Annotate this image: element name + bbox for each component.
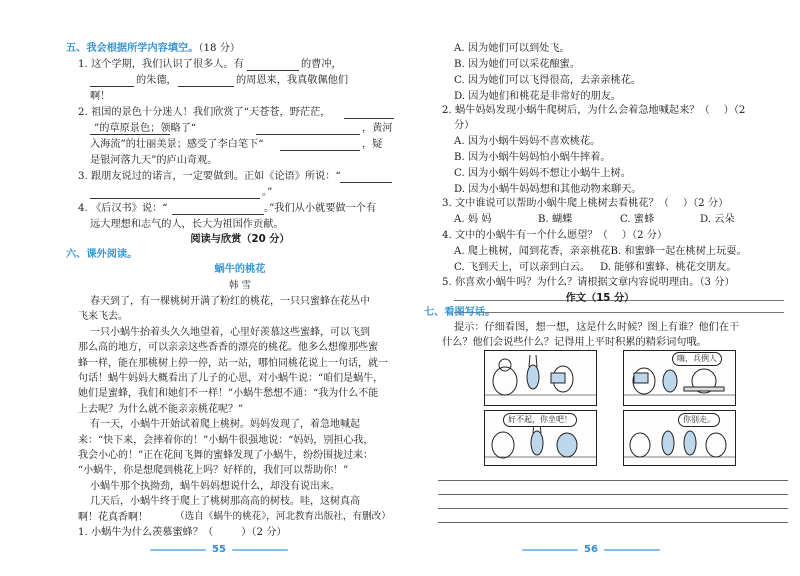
story-line: 句话！蜗牛妈妈大概看出了儿子的心思，对小蜗牛说：“咱们是蜗牛， xyxy=(78,373,384,384)
story-line: 一只小蜗牛抬着头久久地望着，心里好羡慕这些蜜蜂，可以飞到 xyxy=(90,326,370,338)
q2-option-d[interactable]: D. 因为小蜗牛妈妈想和其他动物来聊天。 xyxy=(454,184,642,195)
writing-line-1[interactable] xyxy=(438,480,788,481)
q3-question: 3. 文中谁说可以帮助小蜗牛爬上桃树去看桃花？（ ）（2 分） xyxy=(442,198,729,209)
story-line: 我会小心的！”正在花间飞舞的蜜蜂发现了小蜗牛，纷纷围拢过来： xyxy=(78,450,374,461)
page-deco-right-a xyxy=(522,549,578,551)
section-5-heading: 五、我会根据所学内容填空。（18 分） xyxy=(66,43,241,54)
page-deco-left-b xyxy=(232,549,288,551)
comic-speech-bubble-1: 嗨，兵例人 xyxy=(672,352,722,366)
q5-answer-line-2[interactable] xyxy=(454,312,784,313)
prompt-line-2: 什么？他们会说些什么？记得用上平时积累的精彩词句哦。 xyxy=(442,337,707,348)
q4-line1-a: 4. 《后汉书》说：“ xyxy=(78,203,168,214)
q2-blank-4[interactable] xyxy=(280,150,360,151)
composition-title: 作文（15 分） xyxy=(565,293,635,304)
story-author: 韩 雪 xyxy=(228,280,252,291)
comic-panel-4 xyxy=(623,410,736,466)
q4-option-c[interactable]: C. 飞到天上，可以亲到白云。 xyxy=(454,262,591,273)
section-7-heading: 七、看图写话。 xyxy=(424,307,496,318)
story-line: 小蜗牛那个执拗劲，蜗牛妈妈想说什么，却没有说出来。 xyxy=(90,480,340,492)
q2-option-b[interactable]: B. 因为小蜗牛妈妈怕小蜗牛摔着。 xyxy=(454,152,611,163)
page-number-right: 56 xyxy=(584,544,598,555)
q2-line2-b: ，黄河 xyxy=(362,123,393,134)
right-page xyxy=(400,0,800,576)
q1-option-a[interactable]: A. 因为她们可以到处飞。 xyxy=(454,43,570,54)
writing-line-2[interactable] xyxy=(438,494,788,495)
comic-panel-3 xyxy=(484,410,597,466)
page-deco-right-b xyxy=(604,549,660,551)
q1-line1-b: 的曹冲， xyxy=(301,59,342,70)
story-line: 有一天，小蜗牛开始试着爬上桃树。妈妈发现了，着急地喊起 xyxy=(90,419,360,431)
story-line: 她们是蜜蜂，我们和她们不一样！”小蜗牛愁想不通：“我为什么不能 xyxy=(78,388,379,400)
story-line: 几天后，小蜗牛终于爬上了桃树那高高的树枝。哇，这树真高 xyxy=(90,496,360,508)
q3-line1: 3. 跟朋友说过的诺言，一定要做到。正如《论语》所说：“ xyxy=(78,171,341,182)
q2-line3-b: ，疑 xyxy=(362,139,383,150)
page-deco-left-a xyxy=(150,549,206,551)
reading-title: 阅读与欣赏（20 分） xyxy=(190,234,290,245)
story-title: 蜗牛的桃花 xyxy=(214,264,266,275)
q1-line1-a: 1. 这个学期，我们认识了很多人。有 xyxy=(78,59,244,70)
story-line: “小蜗牛，你是想爬到桃花上吗？好样的，我们可以帮助你！” xyxy=(78,465,349,477)
story-line: 来：“快下来，会摔着你的！”小蜗牛很强地说：“妈妈，别担心我， xyxy=(78,434,374,446)
q3-option-a[interactable]: A. 妈 妈 xyxy=(454,214,492,225)
q1-line2-b: 的周恩来，我真敬佩他们 xyxy=(236,75,349,86)
q1-line3: 啊！ xyxy=(90,91,111,102)
q1-blank-1[interactable] xyxy=(247,70,299,71)
prompt-line-1: 提示：仔细看图，想一想，这是什么时候？图上有谁？他们在干 xyxy=(454,322,740,333)
q2-option-a[interactable]: A. 因为小蜗牛妈妈不喜欢桃花。 xyxy=(454,136,601,147)
q4-line2: 远大理想和志气的人，长大为祖国作贡献。 xyxy=(90,219,284,230)
q6-1-question: 1. 小蜗牛为什么羡慕蜜蜂？（ ）（2 分） xyxy=(78,527,287,538)
story-line: 啊！花真香啊！ xyxy=(78,511,148,523)
comic-speech-bubble-2: 好不起，你坐吧！ xyxy=(503,413,577,427)
q3-blank-2[interactable] xyxy=(90,198,260,199)
q4-question: 4. 文中的小蜗牛有一个什么愿望？（ ）（2 分） xyxy=(442,230,668,241)
q5-question: 5. 你喜欢小蜗牛吗？为什么？请根据文章内容说明理由。（3 分） xyxy=(442,277,735,288)
q2-question: 2. 蜗牛妈妈发现小蜗牛爬树后，为什么会着急地喊起来？（ ）（2 xyxy=(442,105,746,116)
q4-option-d[interactable]: D. 能够和蜜蜂、桃花交朋友。 xyxy=(600,262,737,273)
story-line: 上去呢？为什么就不能亲亲桃花呢？” xyxy=(78,403,244,415)
comic-speech-bubble-3: 你别走。 xyxy=(678,413,720,427)
comic-panel-2 xyxy=(623,350,736,406)
comic-panel-1-drawing xyxy=(485,351,596,405)
q2-option-c[interactable]: C. 因为小蜗牛妈妈不想让小蜗牛上树。 xyxy=(454,168,631,179)
story-line: 那么高的地方，可以亲亲这些香香的漂亮的桃花。他多么想像那些蜜 xyxy=(78,342,378,354)
q3-line2: 。” xyxy=(262,187,273,198)
story-line: 春天到了，有一棵桃树开满了粉红的桃花，一只只蜜蜂在花丛中 xyxy=(90,296,370,307)
q3-option-b[interactable]: B. 蝴蝶 xyxy=(538,214,573,225)
q1-blank-2[interactable] xyxy=(90,86,134,87)
q4-option-ab[interactable]: A. 爬上桃树，闻到花香，亲亲桃花B. 和蜜蜂一起在桃树上玩耍。 xyxy=(454,246,747,257)
q2-blank-1[interactable] xyxy=(344,118,394,119)
q3-option-d[interactable]: D. 云朵 xyxy=(700,214,735,225)
q2-line1: 2. 祖国的景色十分迷人！我们欣赏了“天苍苍，野茫茫， xyxy=(78,107,331,118)
q3-blank-1[interactable] xyxy=(340,182,392,183)
q1-line2-a: 的朱德， xyxy=(136,75,177,86)
q3-option-c[interactable]: C. 蜜蜂 xyxy=(620,214,655,225)
q1-option-c[interactable]: C. 因为她们可以飞得很高，去亲亲桃花。 xyxy=(454,75,642,86)
q1-blank-3[interactable] xyxy=(178,86,234,87)
page-number-left: 55 xyxy=(212,544,226,555)
q2-line2-a: ”的草原景色；领略了“ xyxy=(94,123,197,134)
q1-option-b[interactable]: B. 因为她们可以采花酿蜜。 xyxy=(454,59,581,70)
section-6-heading: 六、课外阅读。 xyxy=(66,249,138,260)
writing-line-4[interactable] xyxy=(438,522,788,523)
q2-line3-a: 入海流”的壮丽美景；感受了李白笔下“ xyxy=(90,139,264,150)
writing-line-3[interactable] xyxy=(438,508,788,509)
story-line: 飞来飞去。 xyxy=(78,311,128,323)
q2-line4: 是银河落九天”的庐山奇观。 xyxy=(90,155,218,166)
q1-option-d[interactable]: D. 因为她们和桃花是非常好的朋友。 xyxy=(454,91,622,102)
q4-line1-b: 。”我们从小就要做一个有 xyxy=(264,203,377,214)
story-source: （选自《蜗牛的桃花》，河北教育出版社，有删改） xyxy=(175,511,391,522)
story-line: 蜂一样，能在那桃树上停一停，站一站，哪怕同桃花说上一句话，就一 xyxy=(78,357,388,369)
q2-blank-3[interactable] xyxy=(256,134,360,135)
q4-blank-1[interactable] xyxy=(172,214,264,215)
q2-question-cont: 分） xyxy=(454,120,475,131)
comic-panel-1 xyxy=(484,350,597,406)
